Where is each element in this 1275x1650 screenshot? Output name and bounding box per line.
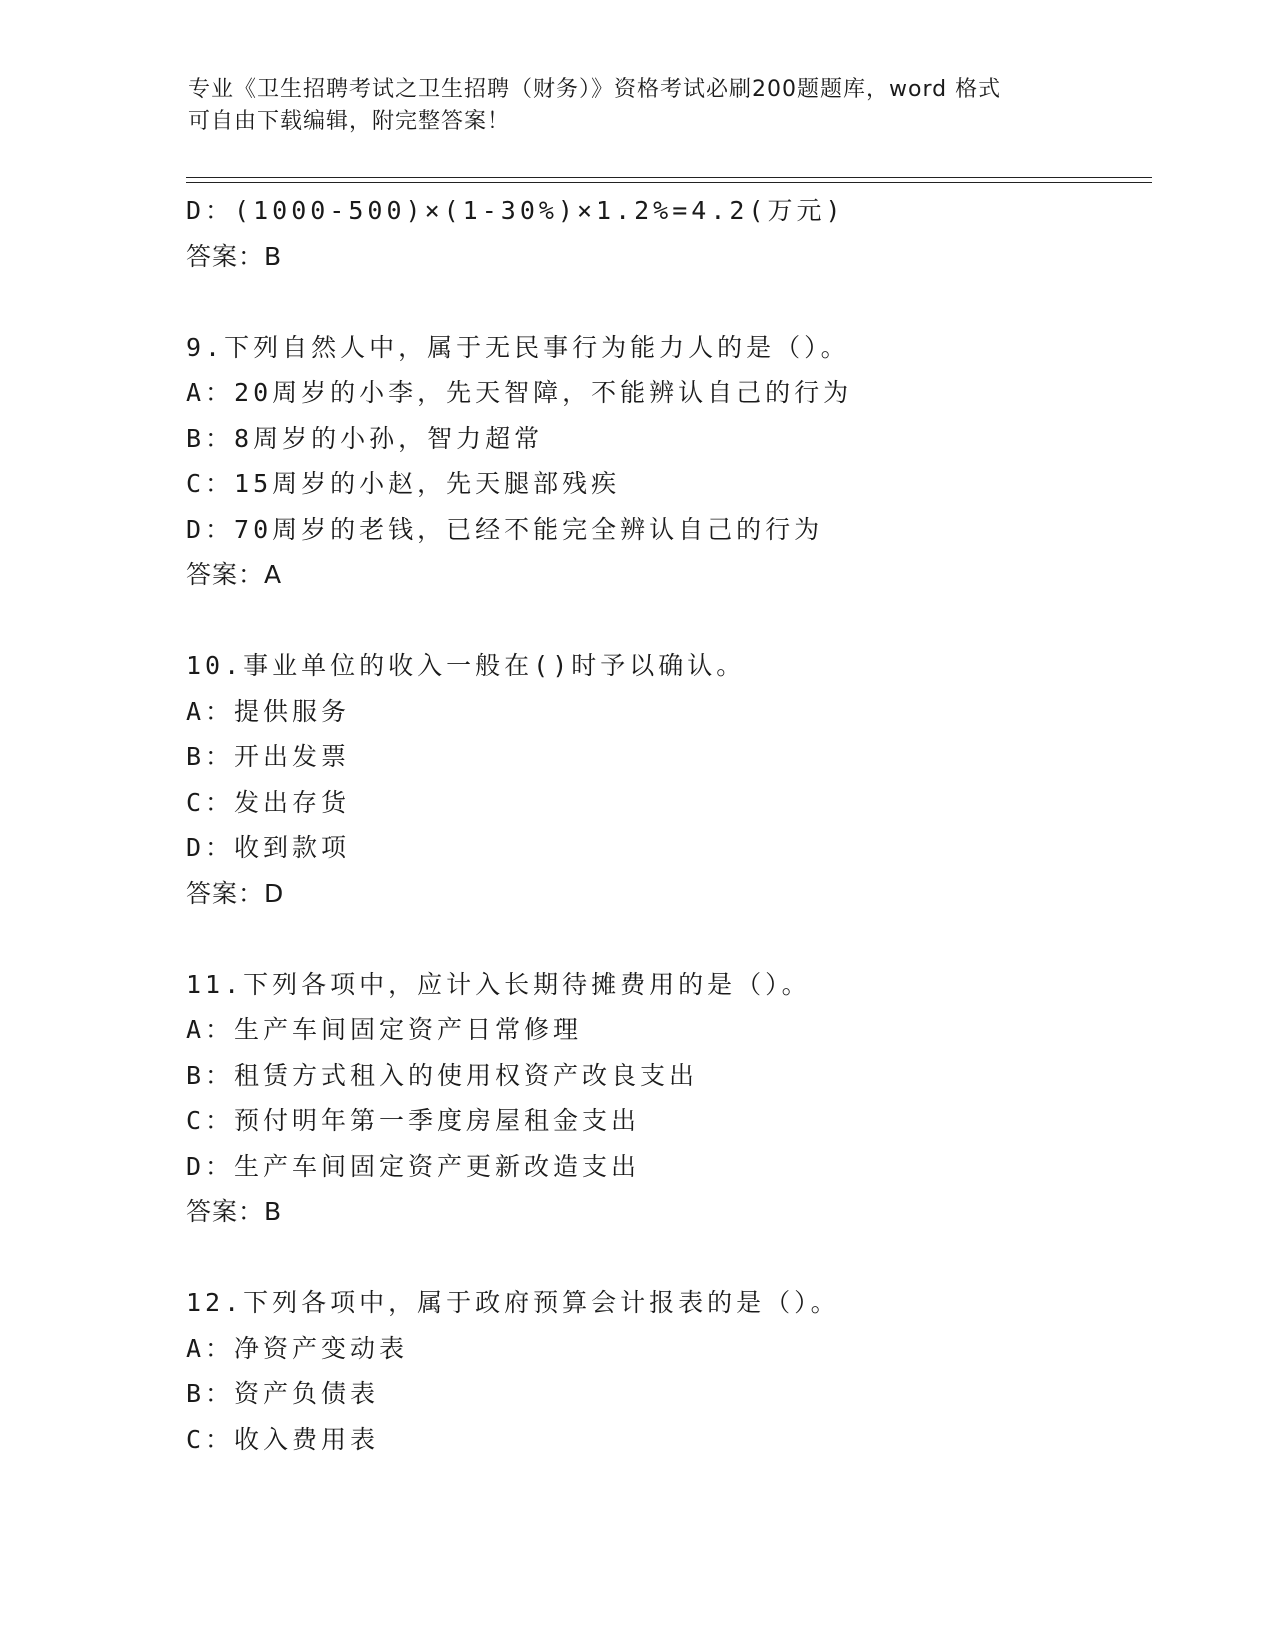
option-a: A：提供服务 [186,696,351,726]
option-c: C：发出存货 [186,787,351,817]
answer: 答案：D [186,878,285,908]
question-8-answer: 答案：B [186,241,283,271]
header-rule-top [186,177,1152,178]
question-stem: 10.事业单位的收入一般在()时予以确认。 [186,651,746,680]
header-line-2: 可自由下载编辑，附完整答案！ [188,109,511,134]
option-a: A：生产车间固定资产日常修理 [186,1015,583,1044]
question-9 [186,325,1146,598]
option-b: B：8周岁的小孙，智力超常 [186,423,544,453]
question-11 [186,962,1146,1235]
option-d: D：收到款项 [186,833,351,862]
option-d: D：生产车间固定资产更新改造支出 [186,1151,641,1181]
answer: 答案：A [186,560,283,589]
header-rule-bottom [186,182,1152,183]
option-d: D：70周岁的老钱，已经不能完全辨认自己的行为 [186,514,824,544]
question-stem: 9.下列自然人中，属于无民事行为能力人的是（）。 [186,332,850,362]
question-stem: 11.下列各项中，应计入长期待摊费用的是（）。 [186,969,811,999]
question-10 [186,643,1146,916]
question-8-option-d: D：(1000-500)×(1-30%)×1.2%=4.2(万元) [186,196,845,225]
question-stem: 12.下列各项中，属于政府预算会计报表的是（）。 [186,1288,840,1317]
option-b: B：资产负债表 [186,1379,380,1408]
option-a: A：20周岁的小李，先天智障，不能辨认自己的行为 [186,378,853,407]
document-header [188,74,1088,138]
answer: 答案：B [186,1197,283,1226]
option-c: C：收入费用表 [186,1424,380,1454]
option-a: A：净资产变动表 [186,1333,409,1363]
question-12 [186,1280,1146,1462]
header-line-1: 专业《卫生招聘考试之卫生招聘（财务）》资格考试必刷200题题库，word 格式 [188,77,1002,102]
option-b: B：租赁方式租入的使用权资产改良支出 [186,1060,699,1090]
option-c: C：15周岁的小赵，先天腿部残疾 [186,469,621,498]
option-b: B：开出发票 [186,742,351,771]
option-c: C：预付明年第一季度房屋租金支出 [186,1106,641,1135]
question-list [186,188,1146,1462]
